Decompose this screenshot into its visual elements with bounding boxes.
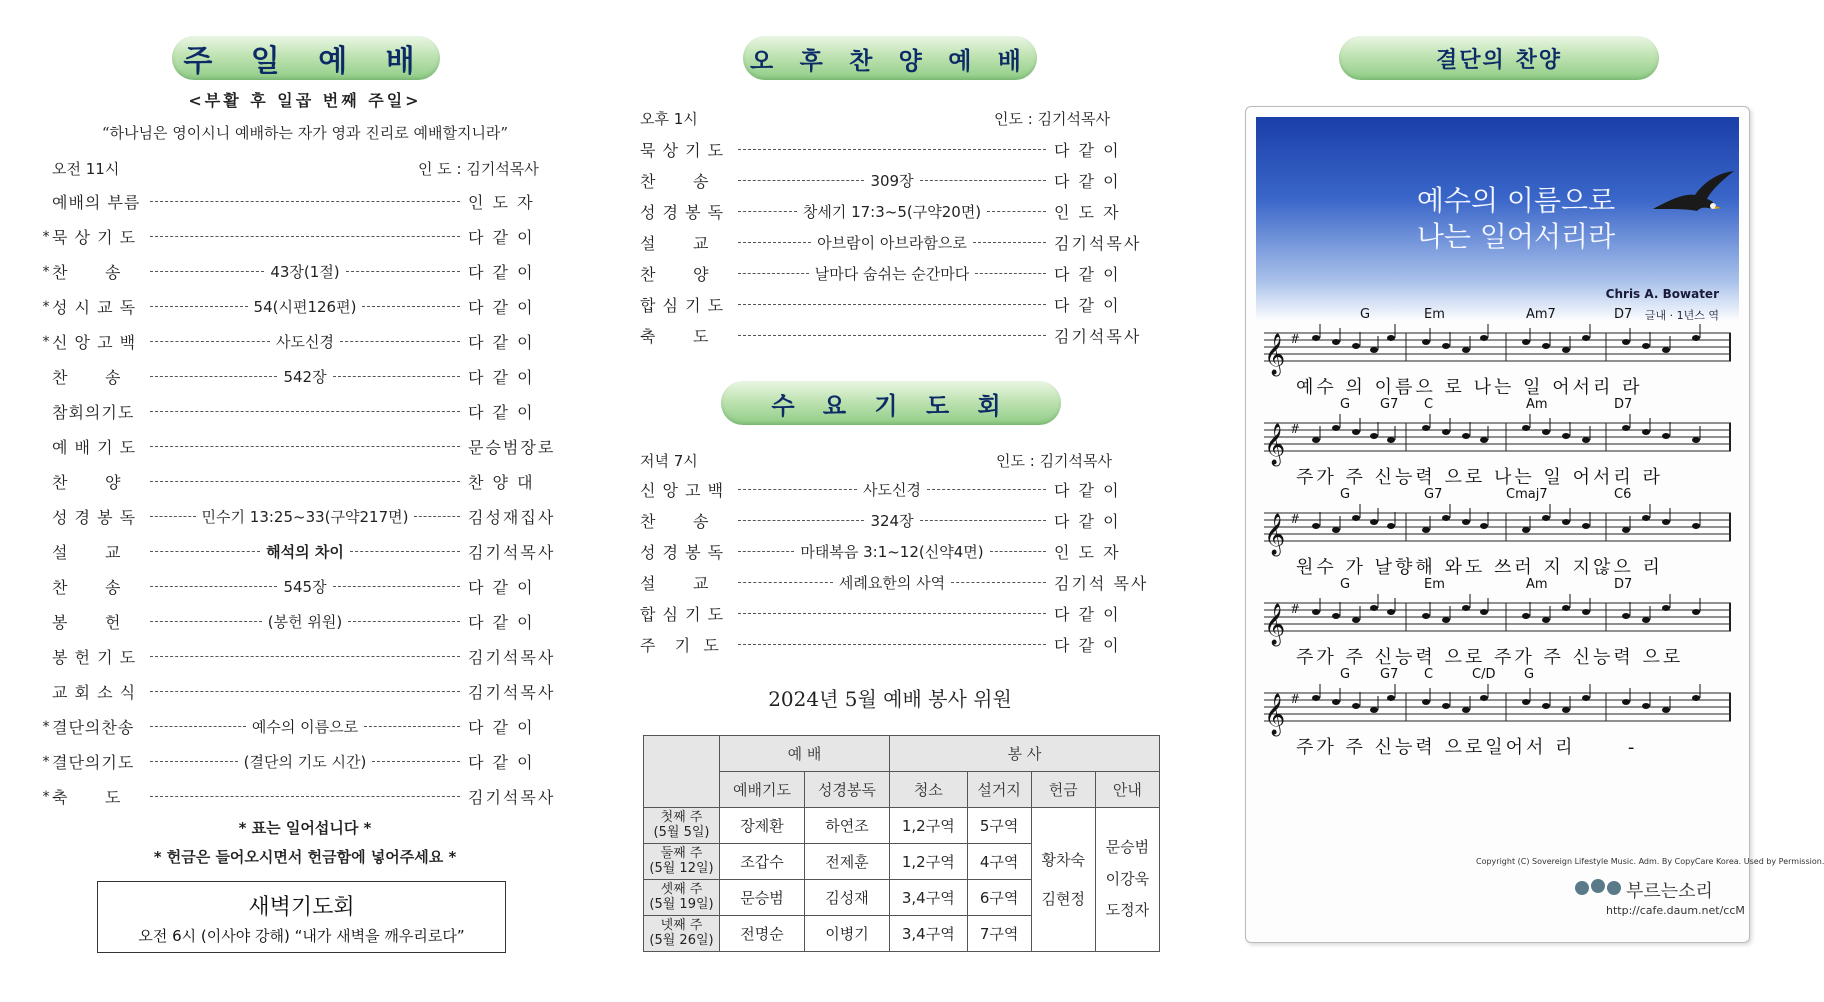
roster-cell: 이병기 <box>805 916 890 952</box>
chord-label: G <box>1340 397 1351 412</box>
order-detail: 542장 <box>283 368 327 386</box>
staff-lines <box>1256 681 1739 741</box>
roster-week: 넷째 주 (5월 26일) <box>644 916 720 952</box>
leader-dots <box>150 192 460 212</box>
leader-dots <box>150 682 460 702</box>
order-row <box>640 505 1160 536</box>
copyright-text: Copyright (C) Sovereign Lifestyle Music. Adm. By CopyCare Korea. Used by Permission. <box>1476 857 1824 866</box>
order-person: 다 같 이 <box>1054 481 1121 500</box>
order-detail: 세례요한의 사역 <box>838 574 946 592</box>
order-person: 다 같 이 <box>468 263 535 282</box>
order-row <box>640 474 1160 505</box>
leader-dots <box>738 233 1046 253</box>
roster-cell: 6구역 <box>967 880 1031 916</box>
order-item: 성 경 봉 독 <box>52 508 137 527</box>
chord-label: C <box>1424 667 1434 682</box>
order-person: 김성재집사 <box>468 508 556 527</box>
sunday-order-list <box>40 184 570 814</box>
afternoon-leader: 인도 : 김기석목사 <box>994 110 1111 128</box>
leader-dots <box>738 635 1046 655</box>
order-detail: 예수의 이름으로 <box>251 718 359 736</box>
roster-week: 첫째 주 (5월 5일) <box>644 808 720 844</box>
lyric-line: 예수 의 이름으 로 나는 일 어서리 라 <box>1296 377 1643 398</box>
order-item: 묵 상 기 도 <box>52 228 137 247</box>
roster-cell: 7구역 <box>967 916 1031 952</box>
order-row <box>640 165 1160 196</box>
order-row <box>40 639 570 674</box>
leader-dots <box>150 787 460 807</box>
roster-cell: 조갑수 <box>720 844 805 880</box>
chord-label: G <box>1340 487 1351 502</box>
leader-dots <box>738 295 1046 315</box>
music-staff <box>1256 577 1739 677</box>
order-item: 교 회 소 식 <box>52 683 137 702</box>
chord-label: Am7 <box>1526 307 1556 322</box>
afternoon-worship-title: 오 후 찬 양 예 배 <box>743 36 1037 80</box>
afternoon-section <box>620 0 1180 1002</box>
order-person: 김기석목사 <box>1054 234 1142 253</box>
sunday-subtitle: <부활 후 일곱 번째 주일> <box>188 91 422 110</box>
sheet-music-card <box>1245 106 1824 943</box>
order-item: 신 앙 고 백 <box>640 481 725 500</box>
chord-label: D7 <box>1614 397 1633 412</box>
order-row <box>640 227 1160 258</box>
order-row <box>40 464 570 499</box>
music-staff <box>1256 307 1739 407</box>
leader-dots <box>150 227 460 247</box>
music-staff <box>1256 667 1739 767</box>
leader-dots <box>738 140 1046 160</box>
order-row <box>640 629 1160 660</box>
roster-cell: 5구역 <box>967 808 1031 844</box>
roster-cell: 전명순 <box>720 916 805 952</box>
leader-dots <box>738 480 1046 500</box>
order-detail: 309장 <box>870 172 914 190</box>
order-person: 김기석목사 <box>468 648 556 667</box>
order-person: 다 같 이 <box>1054 172 1121 191</box>
roster-cell: 3,4구역 <box>890 880 968 916</box>
order-row <box>40 359 570 394</box>
order-person: 김기석 목사 <box>1054 574 1149 593</box>
chord-label: Cmaj7 <box>1506 487 1548 502</box>
order-row <box>40 254 570 289</box>
staff-lines <box>1256 501 1739 561</box>
order-row <box>640 134 1160 165</box>
order-item: 묵 상 기 도 <box>640 141 725 160</box>
roster-week: 셋째 주 (5월 19일) <box>644 880 720 916</box>
order-row <box>40 324 570 359</box>
dawn-prayer-text: 오전 6시 (이사야 강해) “내가 새벽을 깨우리로다” <box>138 927 465 945</box>
order-item: 참회의기도 <box>52 403 135 422</box>
order-item: 합 심 기 도 <box>640 296 725 315</box>
roster-cell: 4구역 <box>967 844 1031 880</box>
order-detail: 해석의 차이 <box>266 543 344 561</box>
chord-label: D7 <box>1614 577 1633 592</box>
chord-label: C6 <box>1614 487 1632 502</box>
order-person: 다 같 이 <box>1054 512 1121 531</box>
order-item: 봉 헌 기 도 <box>52 648 137 667</box>
order-person: 인 도 자 <box>468 193 535 212</box>
lyric-line: 주가 주 신능력 으로 나는 일 어서리 라 <box>1296 467 1663 488</box>
leader-dots <box>738 604 1046 624</box>
order-item: 신 앙 고 백 <box>52 333 137 352</box>
roster-title: 2024년 5월 예배 봉사 위원 <box>768 687 1012 711</box>
order-row <box>40 674 570 709</box>
roster-cell: 하연조 <box>805 808 890 844</box>
order-row <box>40 184 570 219</box>
order-row <box>40 709 570 744</box>
staff-lines <box>1256 591 1739 651</box>
leader-dots <box>150 612 460 632</box>
chord-label: G <box>1340 577 1351 592</box>
leader-dots <box>738 171 1046 191</box>
roster-col-cleaning: 청소 <box>890 772 968 808</box>
roster-col-reading: 성경봉독 <box>805 772 890 808</box>
roster-week: 둘째 주 (5월 12일) <box>644 844 720 880</box>
roster-group-service: 봉 사 <box>890 736 1160 772</box>
order-detail: 324장 <box>870 512 914 530</box>
afternoon-order-list <box>640 134 1160 351</box>
wednesday-order-list <box>640 474 1160 660</box>
order-row <box>40 604 570 639</box>
leader-dots <box>738 511 1046 531</box>
order-item: 찬 양 <box>52 473 122 492</box>
order-person: 다 같 이 <box>1054 605 1121 624</box>
lyric-line: 원수 가 날향해 와도 쓰러 지 지않으 리 <box>1296 557 1663 578</box>
order-row <box>40 569 570 604</box>
order-row <box>40 534 570 569</box>
roster-group-worship: 예 배 <box>720 736 890 772</box>
svg-text:#: # <box>1290 602 1301 616</box>
staff-lines <box>1256 411 1739 471</box>
chord-label: Am <box>1526 577 1548 592</box>
order-item: 찬 송 <box>640 512 710 531</box>
order-item: 찬 송 <box>640 172 710 191</box>
order-person: 다 같 이 <box>468 403 535 422</box>
order-person: 김기석목사 <box>468 788 556 807</box>
leader-dots <box>150 507 460 527</box>
order-item: 성 경 봉 독 <box>640 543 725 562</box>
standing-mark: * <box>42 753 50 770</box>
leader-dots <box>150 332 460 352</box>
source-url: http://cafe.daum.net/ccM <box>1606 904 1745 917</box>
chord-label: G7 <box>1380 397 1399 412</box>
sunday-verse: “하나님은 영이시니 예배하는 자가 영과 진리로 예배할지니라” <box>101 124 509 142</box>
order-row <box>40 289 570 324</box>
order-item: 합 심 기 도 <box>640 605 725 624</box>
order-row <box>40 429 570 464</box>
leader-dots <box>150 297 460 317</box>
leader-dots <box>150 472 460 492</box>
order-row <box>640 598 1160 629</box>
order-row <box>640 196 1160 227</box>
song-title: 예수의 이름으로 나는 일어서리라 <box>1416 184 1616 253</box>
order-item: 찬 송 <box>52 578 122 597</box>
order-person: 김기석목사 <box>1054 327 1142 346</box>
chord-label: Em <box>1424 577 1445 592</box>
music-staff <box>1256 487 1739 587</box>
offering-note: * 헌금은 들어오시면서 헌금함에 넣어주세요 * <box>153 848 457 866</box>
order-row <box>640 567 1160 598</box>
table-row <box>644 808 1160 844</box>
order-person: 다 같 이 <box>468 753 535 772</box>
roster-cell: 3,4구역 <box>890 916 968 952</box>
roster-col-prayer: 예배기도 <box>720 772 805 808</box>
leader-dots <box>150 577 460 597</box>
chord-label: G7 <box>1380 667 1399 682</box>
svg-text:𝄞: 𝄞 <box>1264 604 1286 645</box>
order-detail: 날마다 숨쉬는 순간마다 <box>814 265 970 283</box>
order-row <box>640 258 1160 289</box>
afternoon-time: 오후 1시 <box>640 110 698 128</box>
leader-dots <box>150 402 460 422</box>
order-item: 결단의기도 <box>52 753 135 772</box>
svg-text:#: # <box>1290 332 1301 346</box>
chord-label: C <box>1424 397 1434 412</box>
order-item: 축 도 <box>640 327 710 346</box>
order-item: 찬 송 <box>52 263 122 282</box>
order-item: 주 기 도 <box>640 636 720 655</box>
order-person: 다 같 이 <box>1054 141 1121 160</box>
order-detail: (봉헌 위원) <box>267 613 343 631</box>
order-item: 결단의찬송 <box>52 718 135 737</box>
order-item: 찬 송 <box>52 368 122 387</box>
order-item: 설 교 <box>640 574 710 593</box>
dawn-prayer-box <box>97 881 506 953</box>
order-detail: 54(시편126편) <box>253 298 357 316</box>
svg-text:#: # <box>1290 422 1301 436</box>
roster-col-offering: 헌금 <box>1031 772 1095 808</box>
order-row <box>640 320 1160 351</box>
order-person: 찬 양 대 <box>468 473 535 492</box>
wednesday-time: 저녁 7시 <box>640 452 698 470</box>
order-detail: 민수기 13:25~33(구약217면) <box>201 508 409 526</box>
order-person: 다 같 이 <box>468 368 535 387</box>
sunday-leader: 인 도 : 김기석목사 <box>418 160 539 178</box>
roster-usher-cell: 문승범 이강욱 도정자 <box>1095 808 1159 952</box>
order-row <box>40 499 570 534</box>
order-row <box>40 394 570 429</box>
order-item: 설 교 <box>640 234 710 253</box>
chord-label: G <box>1524 667 1535 682</box>
leader-dots <box>738 202 1046 222</box>
order-item: 축 도 <box>52 788 122 807</box>
order-row <box>640 289 1160 320</box>
roster-cell: 1,2구역 <box>890 808 968 844</box>
order-person: 다 같 이 <box>1054 265 1121 284</box>
chord-label: Am <box>1526 397 1548 412</box>
leader-dots <box>738 542 1046 562</box>
leader-dots <box>738 326 1046 346</box>
roster-corner <box>644 736 720 808</box>
standing-mark: * <box>42 228 50 245</box>
sunday-worship-title: 주 일 예 배 <box>172 36 440 80</box>
standing-mark: * <box>42 718 50 735</box>
leader-dots <box>738 264 1046 284</box>
order-person: 다 같 이 <box>468 298 535 317</box>
chord-label: C/D <box>1472 667 1496 682</box>
order-item: 성 시 교 독 <box>52 298 137 317</box>
eagle-icon <box>1651 169 1736 224</box>
commitment-song-title: 결단의 찬양 <box>1339 36 1659 80</box>
leader-dots <box>150 647 460 667</box>
roster-offering-cell: 황차숙 김현정 <box>1031 808 1095 952</box>
logo-icon <box>1574 874 1622 900</box>
logo-text: 부르는소리 <box>1626 881 1713 902</box>
sunday-time: 오전 11시 <box>52 160 120 178</box>
translator: 글내 · 1년스 역 <box>1644 309 1719 322</box>
svg-text:𝄞: 𝄞 <box>1264 424 1286 465</box>
order-row <box>40 779 570 814</box>
lyric-line: 주가 주 신능력 으로 주가 주 신능력 으로 <box>1296 647 1684 668</box>
sunday-worship-section <box>0 0 600 1002</box>
roster-cell: 전제훈 <box>805 844 890 880</box>
leader-dots <box>150 542 460 562</box>
leader-dots <box>150 752 460 772</box>
order-person: 문승범장로 <box>468 438 556 457</box>
lyric-line: 주가 주 신능력 으로일어서 리 - <box>1296 737 1638 758</box>
roster-cell: 문승범 <box>720 880 805 916</box>
svg-text:#: # <box>1290 512 1301 526</box>
standing-note: * 표는 일어섭니다 * <box>238 819 372 837</box>
order-person: 다 같 이 <box>1054 636 1121 655</box>
svg-text:𝄞: 𝄞 <box>1264 514 1286 555</box>
order-person: 다 같 이 <box>468 718 535 737</box>
order-detail: 마태복음 3:1~12(신약4면) <box>800 543 984 561</box>
order-item: 봉 헌 <box>52 613 122 632</box>
order-detail: 43장(1절) <box>270 263 340 281</box>
chord-label: G <box>1360 307 1371 322</box>
standing-mark: * <box>42 298 50 315</box>
svg-text:𝄞: 𝄞 <box>1264 694 1286 735</box>
order-person: 김기석목사 <box>468 543 556 562</box>
standing-mark: * <box>42 263 50 280</box>
chord-label: D7 <box>1614 307 1633 322</box>
leader-dots <box>150 437 460 457</box>
order-item: 예 배 기 도 <box>52 438 137 457</box>
chord-label: G <box>1340 667 1351 682</box>
order-person: 인 도 자 <box>1054 203 1121 222</box>
leader-dots <box>150 717 460 737</box>
dawn-prayer-title: 새벽기도회 <box>248 895 355 920</box>
order-item: 성 경 봉 독 <box>640 203 725 222</box>
roster-col-usher: 안내 <box>1095 772 1159 808</box>
order-person: 다 같 이 <box>468 333 535 352</box>
standing-mark: * <box>42 788 50 805</box>
order-person: 김기석목사 <box>468 683 556 702</box>
svg-text:𝄞: 𝄞 <box>1264 334 1286 375</box>
roster-cell: 장제환 <box>720 808 805 844</box>
roster-col-dishes: 설거지 <box>967 772 1031 808</box>
leader-dots <box>150 367 460 387</box>
order-item: 예배의 부름 <box>52 193 141 212</box>
order-detail: (결단의 기도 시간) <box>243 753 367 771</box>
roster-cell: 김성재 <box>805 880 890 916</box>
order-item: 설 교 <box>52 543 122 562</box>
order-detail: 창세기 17:3~5(구약20면) <box>802 203 982 221</box>
leader-dots <box>150 262 460 282</box>
order-detail: 사도신경 <box>863 481 921 499</box>
order-detail: 545장 <box>283 578 327 596</box>
order-item: 찬 양 <box>640 265 710 284</box>
chord-label: G7 <box>1424 487 1443 502</box>
leader-dots <box>738 573 1046 593</box>
order-row <box>40 744 570 779</box>
order-detail: 아브람이 아브라함으로 <box>817 234 967 252</box>
music-staff <box>1256 397 1739 497</box>
order-row <box>40 219 570 254</box>
order-detail: 사도신경 <box>276 333 334 351</box>
composer: Chris A. Bowater <box>1605 287 1719 301</box>
staff-lines <box>1256 321 1739 381</box>
wednesday-prayer-title: 수 요 기 도 회 <box>721 381 1061 425</box>
wednesday-leader: 인도 : 김기석목사 <box>996 452 1113 470</box>
order-person: 다 같 이 <box>1054 296 1121 315</box>
svg-text:#: # <box>1290 692 1301 706</box>
order-person: 다 같 이 <box>468 578 535 597</box>
order-row <box>640 536 1160 567</box>
order-person: 다 같 이 <box>468 228 535 247</box>
order-person: 인 도 자 <box>1054 543 1121 562</box>
standing-mark: * <box>42 333 50 350</box>
roster-cell: 1,2구역 <box>890 844 968 880</box>
service-roster-table <box>643 735 1160 952</box>
sky-banner <box>1256 117 1739 322</box>
order-person: 다 같 이 <box>468 613 535 632</box>
chord-label: Em <box>1424 307 1445 322</box>
